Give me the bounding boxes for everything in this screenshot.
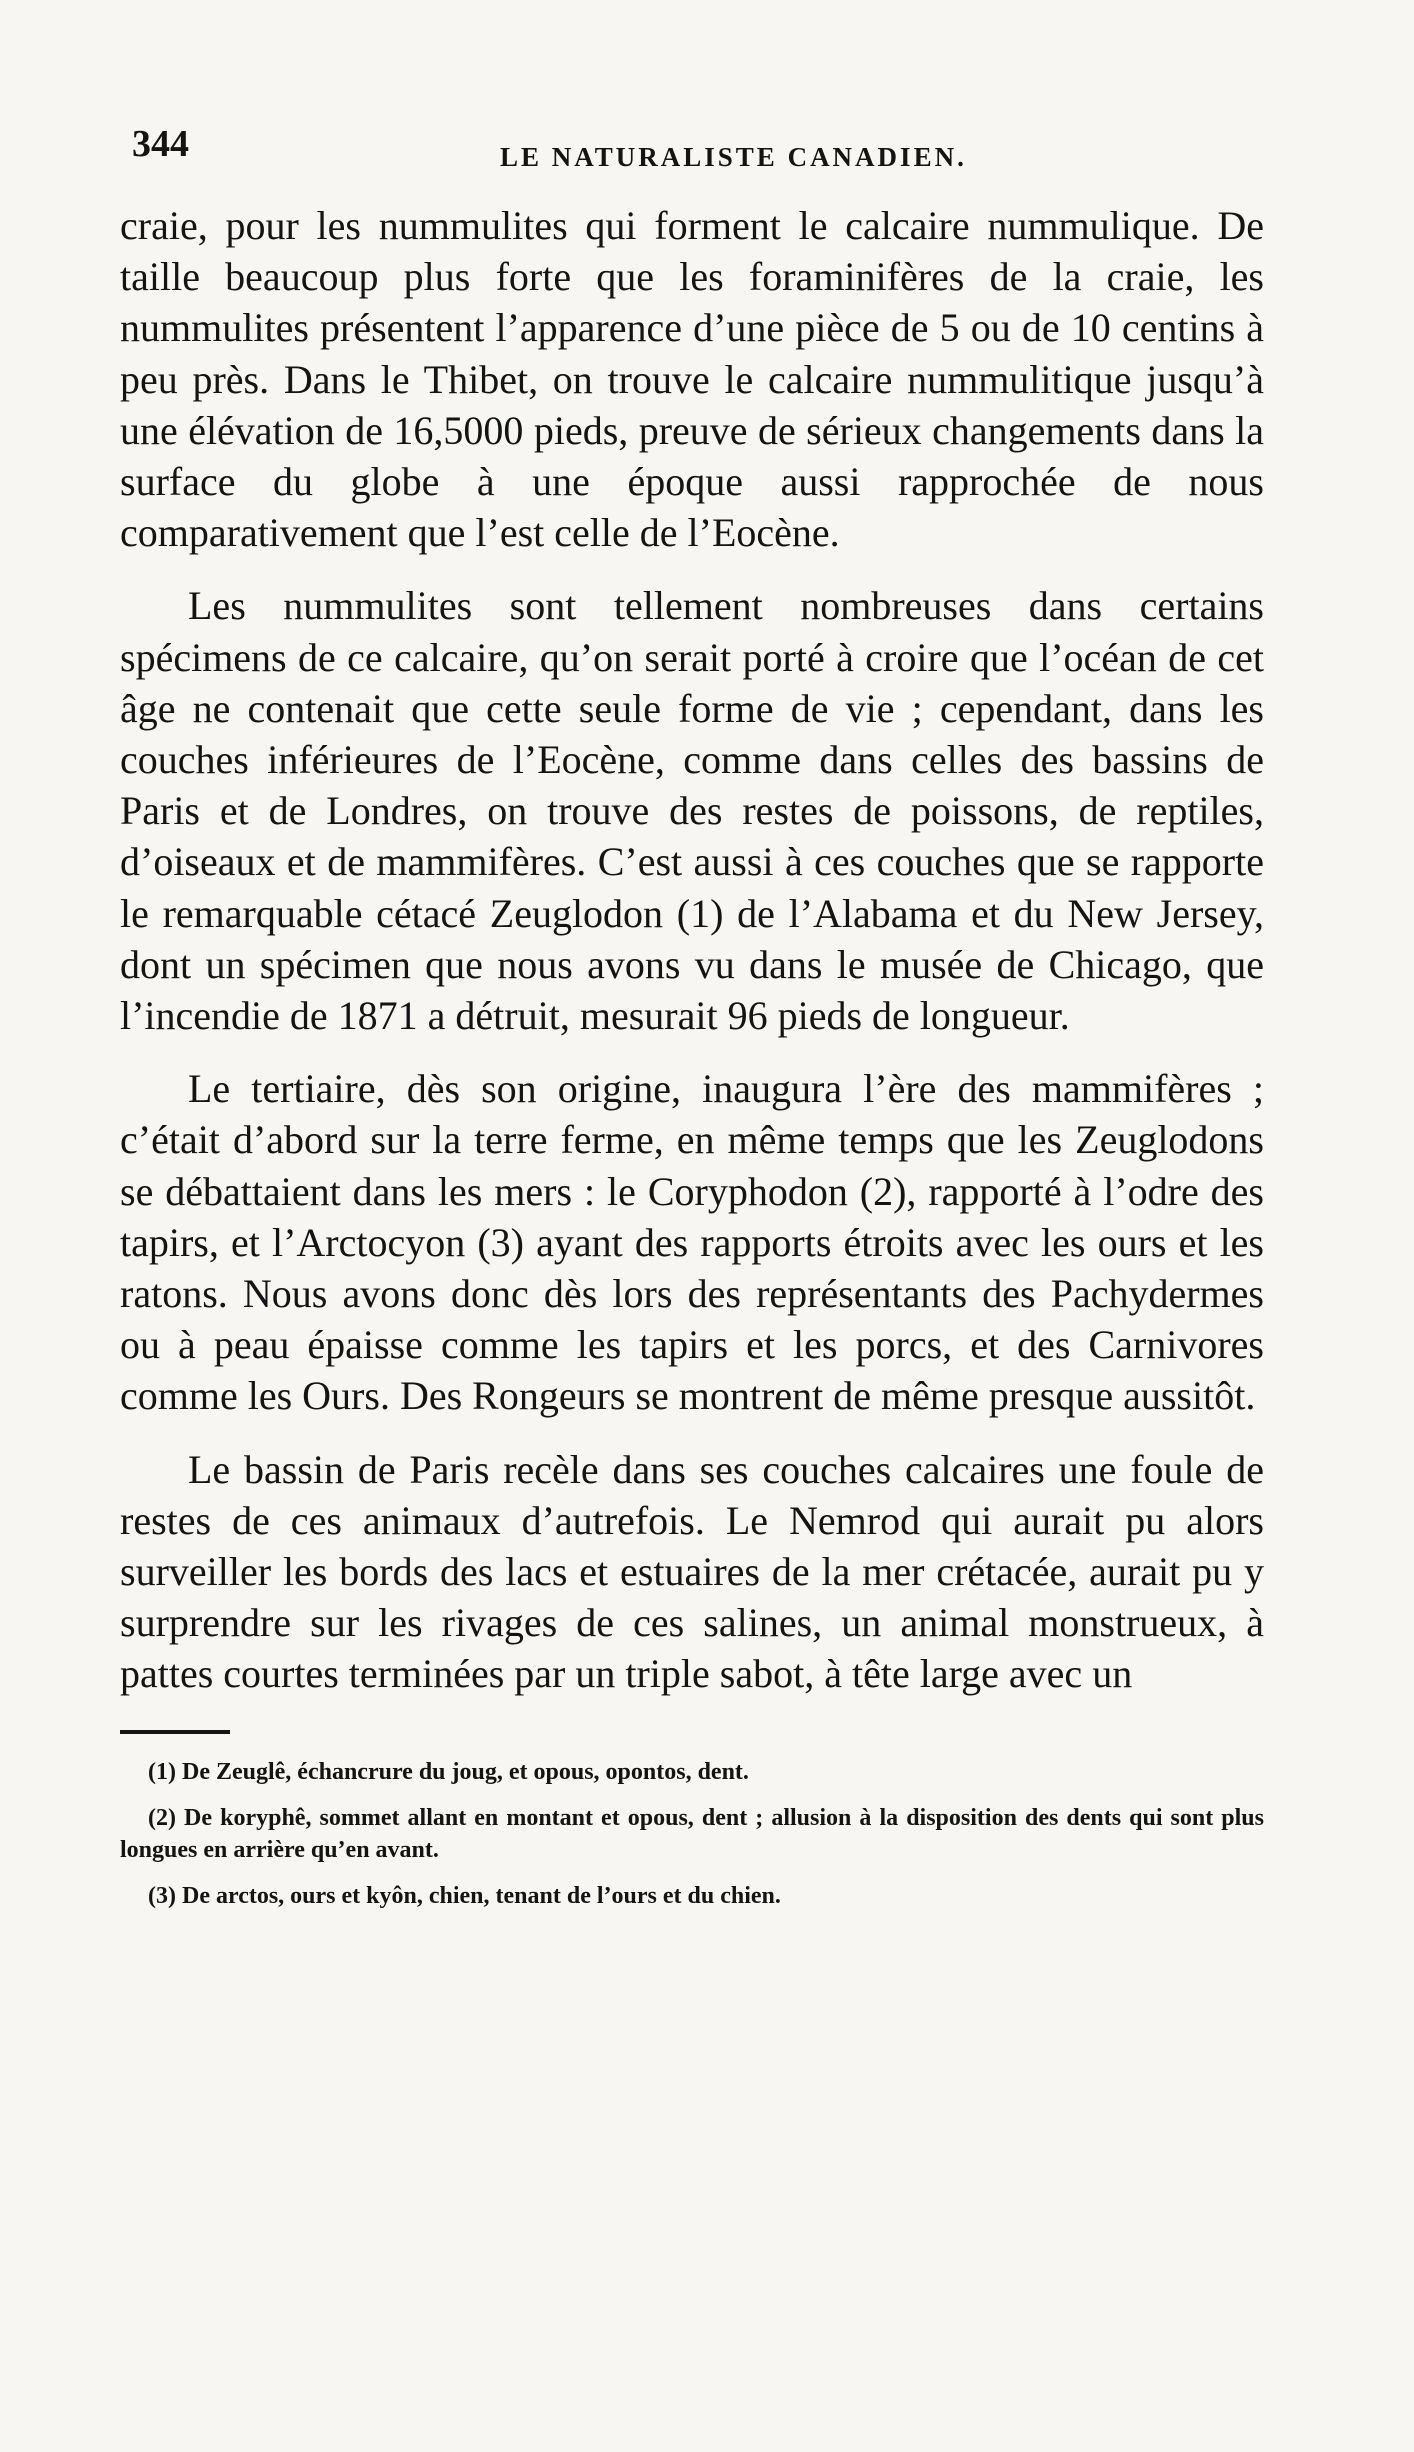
footnote: (3) De arctos, ours et kyôn, chien, tenant de l’ours et du chien.	[148, 1882, 781, 1909]
paragraph: Le tertiaire, dès son origine, inaugura l’ère des mammifères ; c’était d’abord sur la terre ferme, en même temps que les Zeuglodons se débattaient dans les mers : le Coryphodon (2), rapporté à l’odre des tapirs, et l’Arctocyon (3) ayant des rapports étroits avec les ours et les ratons. Nous avons donc dès lors des représentants des Pachydermes ou à peau épaisse comme les tapirs et les porcs, et des Carnivores comme les Ours. Des Rongeurs se montrent de même presque aussitôt.	[120, 1066, 1264, 1419]
paragraph: Les nummulites sont tellement nombreuses dans certains spécimens de ce calcaire, qu’on serait porté à croire que l’océan de cet âge ne contenait que cette seule forme de vie ; cependant, dans les couches inférieures de l’Eocène, comme dans celles des bassins de Paris et de Londres, on trouve des restes de poissons, de reptiles, d’oiseaux et de mammifères. C’est aussi à ces couches que se rapporte le remarquable cétacé Zeuglodon (1) de l’Alabama et du New Jersey, dont un spécimen que nous avons vu dans le musée de Chicago, que l’incendie de 1871 a détruit, mesurait 96 pieds de longueur.	[120, 583, 1264, 1039]
paragraph: craie, pour les nummulites qui forment le calcaire nummulique. De taille beaucoup plus forte que les foraminifères de la craie, les nummulites présentent l’apparence d’une pièce de 5 ou de 10 centins à peu près. Dans le Thibet, on trouve le calcaire nummulitique jusqu’à une élévation de 16,5000 pieds, preuve de sérieux changements dans la surface du globe à une époque aussi rapprochée de nous comparativement que l’est celle de l’Eocène.	[120, 203, 1264, 556]
body-text	[120, 200, 1264, 1700]
paragraph: Le bassin de Paris recèle dans ses couches calcaires une foule de restes de ces animaux d’autrefois. Le Nemrod qui aurait pu alors surveiller les bords des lacs et estuaires de la mer crétacée, aurait pu y surprendre sur les rivages de ces salines, un animal monstrueux, à pattes courtes terminées par un triple sabot, à tête large avec un	[120, 1446, 1264, 1697]
footnote: (2) De koryphê, sommet allant en montant et opous, dent ; allusion à la disposition des dents qui sont plus longues en arrière qu’en avant.	[120, 1804, 1264, 1863]
footnote: (1) De Zeuglê, échancrure du joug, et opous, opontos, dent.	[148, 1758, 749, 1785]
page-number: 344	[132, 123, 189, 165]
running-head	[120, 110, 1264, 190]
footnotes	[120, 1756, 1264, 1912]
journal-title: LE NATURALISTE CANADIEN.	[500, 142, 967, 172]
footnote-divider	[120, 1730, 230, 1734]
